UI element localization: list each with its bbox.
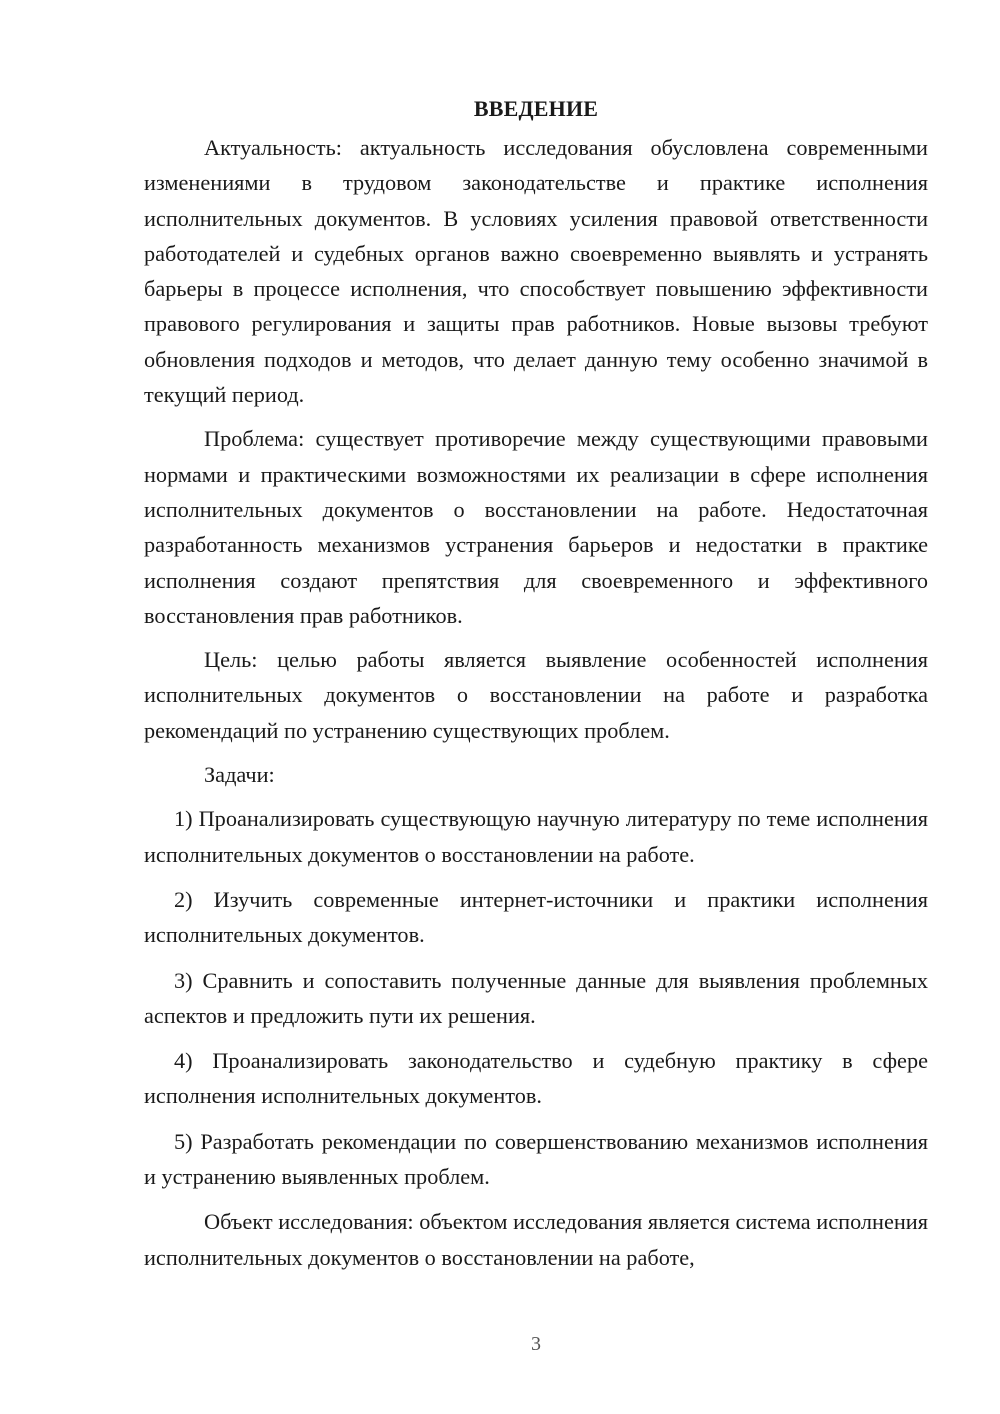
task-item-1: 1) Проанализировать существующую научную литературу по теме исполнения исполнительных документов о восстановлении на работе. — [144, 806, 928, 867]
tasks-label: Задачи: — [204, 762, 275, 788]
task-item-2: 2) Изучить современные интернет-источники и практики исполнения исполнительных документов. — [144, 886, 928, 948]
task-item-4: 4) Проанализировать законодательство и судебную практику в сфере исполнения исполнительных документов. — [144, 1048, 928, 1109]
page-content — [144, 94, 928, 1284]
paragraph-relevance: Актуальность: актуальность исследования обусловлена современными изменениями в трудовом законодательстве и практике исполнения исполнительных документов. В условиях усиления правовой ответственности работодателей и судебных органов важно своевременно выявлять и устранять барьеры в процессе исполнения, что способствует повышению эффективности правового регулирования и защиты прав работников. Новые вызовы требуют обновления подходов и методов, что делает данную тему особенно значимой в текущий период. — [144, 135, 928, 408]
paragraph-object: Объект исследования: объектом исследования является система исполнения исполнительных документов о восстановлении на работе, — [144, 1209, 928, 1270]
page-title: ВВЕДЕНИЕ — [473, 96, 599, 121]
paragraph-problem: Проблема: существует противоречие между существующими правовыми нормами и практическими возможностями их реализации в сфере исполнения исполнительных документов о восстановлении на работе. Недостаточная разработанность механизмов устранения барьеров и недостатки в практике исполнения создают препятствия для своевременного и эффективного восстановления прав работников. — [144, 426, 928, 628]
task-item-3: 3) Сравнить и сопоставить полученные данные для выявления проблемных аспектов и предложить пути их решения. — [144, 967, 928, 1028]
paragraph-goal: Цель: целью работы является выявление особенностей исполнения исполнительных документов о восстановлении на работе и разработка рекомендаций по устранению существующих проблем. — [144, 647, 928, 743]
task-item-5: 5) Разработать рекомендации по совершенствованию механизмов исполнения и устранению выявленных проблем. — [144, 1128, 928, 1190]
page-number: 3 — [531, 1333, 541, 1355]
